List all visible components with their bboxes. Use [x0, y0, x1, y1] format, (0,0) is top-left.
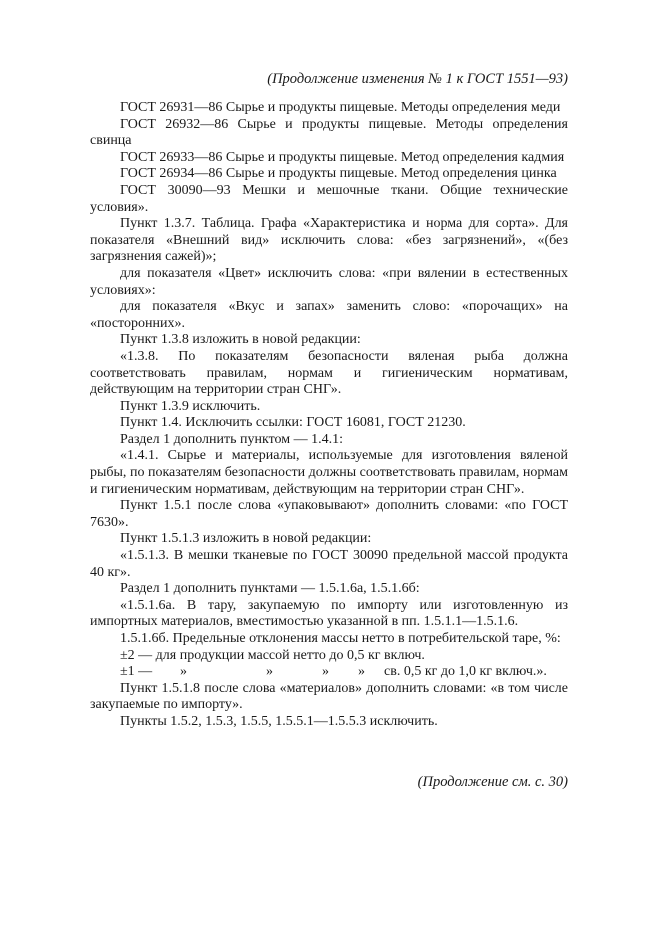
paragraph: «1.5.1.6а. В тару, закупаемую по импорту или изготовленную из импортных материалов, вместимостью указанной в пп. 1.5.1.1—1.5.1.6.	[90, 597, 568, 630]
paragraph: 1.5.1.6б. Предельные отклонения массы нетто в потребительской таре, %:	[120, 631, 561, 646]
ditto-mark: »	[322, 664, 329, 680]
ditto-mark: »	[180, 664, 187, 680]
paragraph: Пункты 1.5.2, 1.5.3, 1.5.5, 1.5.5.1—1.5.5.3 исключить.	[120, 713, 438, 729]
paragraph: Пункт 1.4. Исключить ссылки: ГОСТ 16081, ГОСТ 21230.	[120, 415, 466, 431]
paragraph: Пункт 1.3.9 исключить.	[120, 398, 261, 414]
continuation-footer: (Продолжение см. с. 30)	[417, 774, 568, 790]
paragraph: ГОСТ 26934—86 Сырье и продукты пищевые. Метод определения цинка	[120, 166, 557, 182]
paragraph: «1.4.1. Сырье и материалы, используемые для изготовления вяленой рыбы, по показателям безопасности должны соответствовать правилам, нормам и гигиеническим нормативам, действующим на территории стран СНГ».	[90, 448, 568, 497]
paragraph: Раздел 1 дополнить пунктами — 1.5.1.6а, 1.5.1.6б:	[120, 581, 420, 597]
paragraph: Пункт 1.5.1.3 изложить в новой редакции:	[120, 531, 372, 547]
continuation-header: (Продолжение изменения № 1 к ГОСТ 1551—93)	[267, 71, 568, 87]
paragraph: Раздел 1 дополнить пунктом — 1.4.1:	[120, 431, 344, 447]
paragraph: для показателя «Цвет» исключить слова: «при вялении в естественных условиях»:	[90, 265, 568, 298]
paragraph: «1.3.8. По показателям безопасности вяленая рыба должна соответствовать правилам, нормам и гигиеническим нормативам, действующим на территории стран СНГ».	[90, 348, 568, 398]
paragraph: Пункт 1.5.1 после слова «упаковывают» дополнить словами: «по ГОСТ 7630».	[90, 498, 568, 530]
paragraph: Пункт 1.3.7. Таблица. Графа «Характеристика и норма для сорта». Для показателя «Внешний вид» исключить слова: «без загрязнений», «(без загрязнения сажей)»;	[90, 216, 568, 265]
paragraph: Пункт 1.3.8 изложить в новой редакции:	[120, 332, 361, 348]
paragraph: ±2 — для продукции массой нетто до 0,5 кг включ.	[120, 647, 425, 663]
paragraph: для показателя «Вкус и запах» заменить слово: «порочащих» на «посторонних».	[90, 299, 568, 331]
paragraph: ГОСТ 26931—86 Сырье и продукты пищевые. Методы определения меди	[120, 100, 561, 115]
ditto-mark: »	[266, 664, 273, 680]
paragraph: Пункт 1.5.1.8 после слова «материалов» дополнить словами: «в том числе закупаемые по импорту».	[90, 680, 568, 713]
ditto-suffix: св. 0,5 кг до 1,0 кг включ.».	[384, 664, 547, 680]
paragraph: «1.5.1.3. В мешки тканевые по ГОСТ 30090 предельной массой продукта 40 кг».	[90, 548, 568, 580]
paragraph: ГОСТ 26933—86 Сырье и продукты пищевые. Метод определения кадмия	[120, 149, 565, 165]
paragraph: ГОСТ 30090—93 Мешки и мешочные ткани. Общие технические условия».	[90, 182, 568, 215]
ditto-row	[90, 664, 568, 681]
paragraph: ГОСТ 26932—86 Сырье и продукты пищевые. Методы определения свинца	[90, 116, 568, 149]
ditto-prefix: ±1 —	[120, 664, 153, 680]
ditto-mark: »	[358, 664, 365, 680]
amendment-body	[90, 100, 568, 731]
